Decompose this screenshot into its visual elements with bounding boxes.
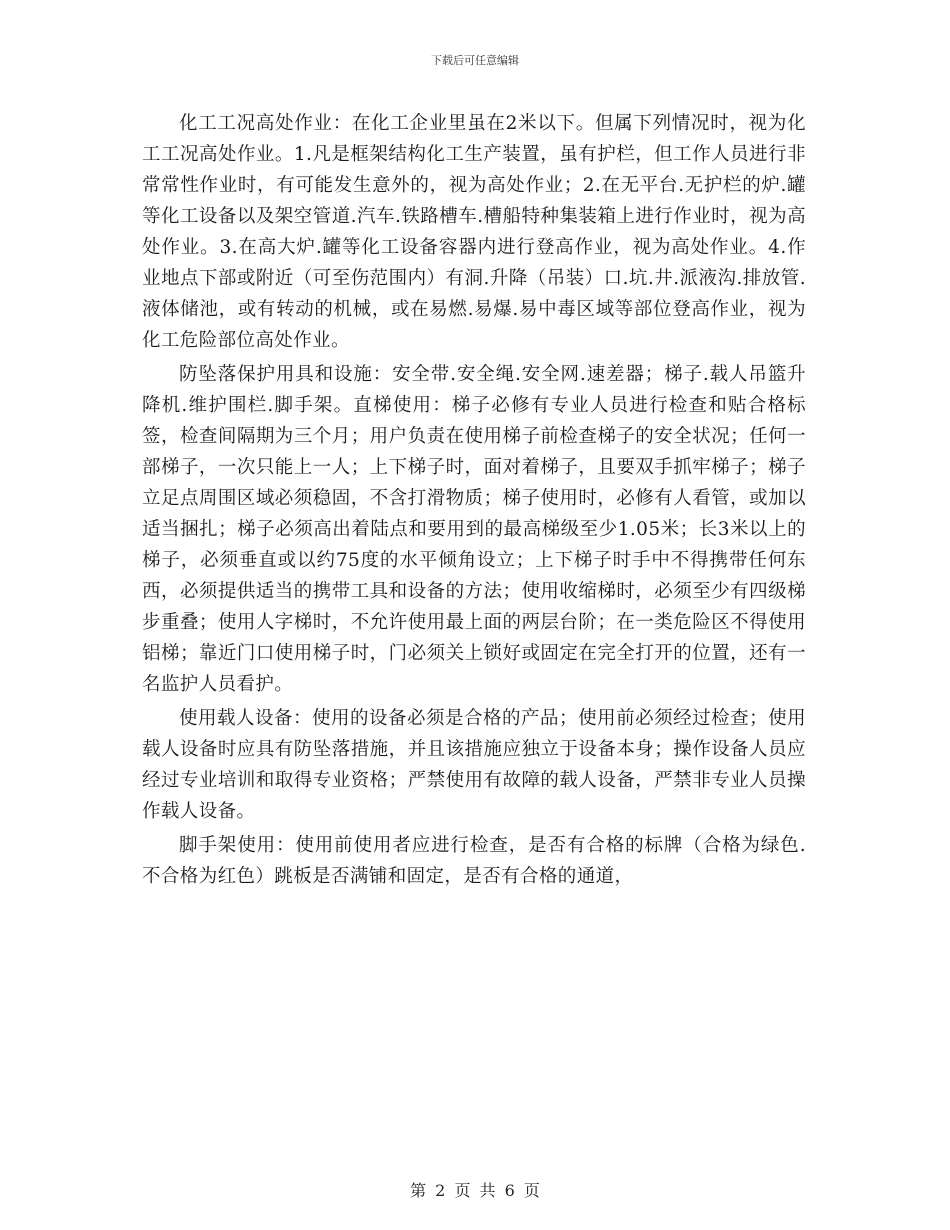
paragraph-scaffold-use: 脚手架使用：使用前使用者应进行检查，是否有合格的标牌（合格为绿色.不合格为红色）跳板是否满铺和固定，是否有合格的通道， <box>142 835 806 887</box>
paragraph-chemical-height-work: 化工工况高处作业：在化工企业里虽在2米以下。但属下列情况时，视为化工工况高处作业。1.凡是框架结构化工生产装置，虽有护栏，但工作人员进行非常常性作业时，有可能发生意外的，视为高处作业；2.在无平台.无护栏的炉.罐等化工设备以及架空管道.汽车.铁路槽车.槽船特种集装箱上进行作业时，视为高处作业。3.在高大炉.罐等化工设备容器内进行登高作业，视为高处作业。4.作业地点下部或附近（可至伤范围内）有洞.升降（吊装）口.坑.井.派液沟.排放管.液体储池，或有转动的机械，或在易燃.易爆.易中毒区域等部位登高作业，视为化工危险部位高处作业。 <box>142 113 806 351</box>
paragraph-manned-equipment: 使用载人设备：使用的设备必须是合格的产品；使用前必须经过检查；使用载人设备时应具有防坠落措施，并且该措施应独立于设备本身；操作设备人员应经过专业培训和取得专业资格；严禁使用有故障的载人设备，严禁非专业人员操作载人设备。 <box>142 708 806 822</box>
paragraph-fall-protection: 防坠落保护用具和设施：安全带.安全绳.安全网.速差器；梯子.载人吊篮升降机.维护围栏.脚手架。直梯使用：梯子必修有专业人员进行检查和贴合格标签，检查间隔期为三个月；用户负责在使用梯子前检查梯子的安全状况；任何一部梯子，一次只能上一人；上下梯子时，面对着梯子，且要双手抓牢梯子；梯子立足点周围区域必须稳固，不含打滑物质；梯子使用时，必修有人看管，或加以适当捆扎；梯子必须高出着陆点和要用到的最高梯级至少1.05米；长3米以上的梯子，必须垂直或以约75度的水平倾角设立；上下梯子时手中不得携带任何东西，必须提供适当的携带工具和设备的方法；使用收缩梯时，必须至少有四级梯步重叠；使用人字梯时，不允许使用最上面的两层台阶；在一类危险区不得使用铝梯；靠近门口使用梯子时，门必须关上锁好或固定在完全打开的位置，还有一名监护人员看护。 <box>142 364 806 695</box>
document-body <box>142 108 806 895</box>
page-number: 第 2 页 共 6 页 <box>410 1181 540 1200</box>
page-header: 下载后可任意编辑 <box>431 54 519 67</box>
